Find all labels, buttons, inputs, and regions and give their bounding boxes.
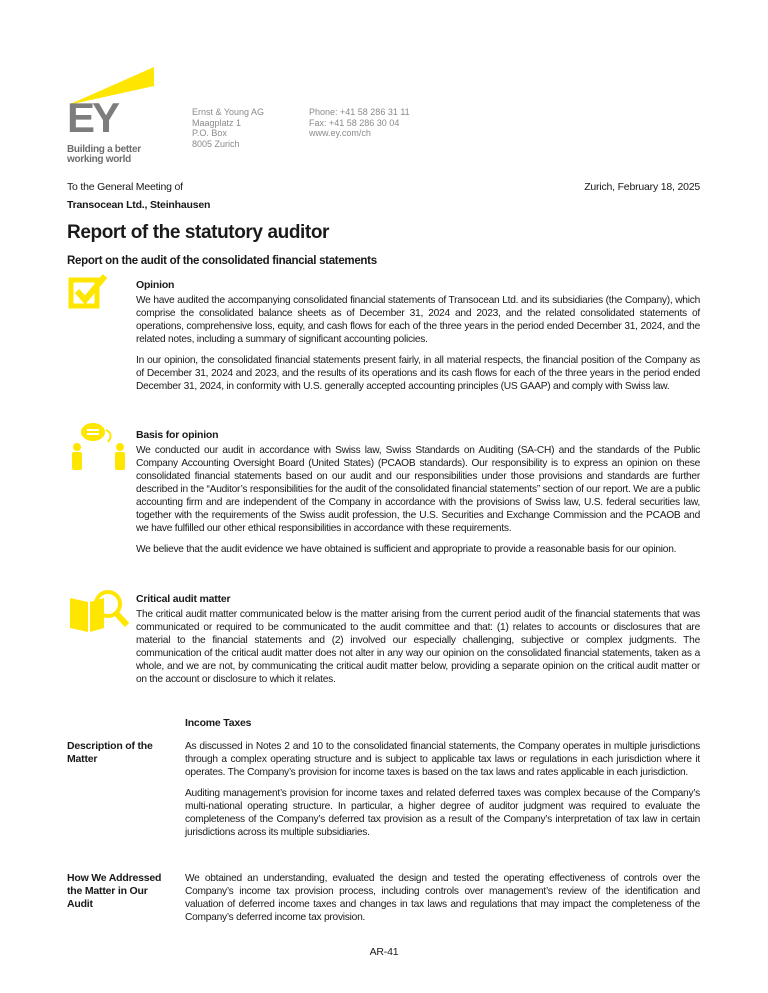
opinion-paragraph: In our opinion, the consolidated financial statements present fairly, in all material respects, the financial position of the Company as of December 31, 2024 and 2023, and the results of its operations and its cash flows for each of the three years in the period ended December 31, 2024, in conformity with U.S. generally accepted accounting principles (US GAAP) and comply with Swiss law. [136, 355, 700, 392]
basis-section [136, 429, 700, 556]
matter-title: Income Taxes [185, 717, 252, 729]
addressed-body [185, 872, 700, 924]
section-subtitle: Report on the audit of the consolidated financial statements [67, 255, 377, 267]
address-line: P.O. Box [192, 128, 227, 138]
opinion-paragraph: We have audited the accompanying consolidated financial statements of Transocean Ltd. and its subsidiaries (the Company), which comprise the consolidated balance sheets as of December 31, 2024 and 2023, and the related consolidated statements of operations, comprehensive loss, equity, and cash flows for each of the three years in the period ended December 31, 2024, and the related notes, including a summary of significant accounting policies. [136, 295, 700, 345]
basis-paragraph: We conducted our audit in accordance with Swiss law, Swiss Standards on Auditing (SA-CH) and the standards of the Public Company Accounting Oversight Board (United States) (PCAOB standards). Our responsibility is to express an opinion on these consolidated financial statements based on our audit and our responsibilities under those provisions and standards are further described in the “Auditor’s responsibilities for the audit of the consolidated financial statements” section of our report. We are a public accounting firm and are independent of the Company in accordance with the provisions of Swiss law, U.S. federal securities law, together with the requirements of the Swiss audit profession, the U.S. Securities and Exchange Commission and the PCAOB and we have fulfilled our other ethical responsibilities in accordance with these requirements. [136, 445, 700, 534]
address-line: Maagplatz 1 [192, 117, 242, 128]
address-line: 8005 Zurich [192, 138, 240, 149]
cam-section [136, 593, 700, 686]
ey-logo [67, 67, 157, 167]
logo-tagline-1: Building a better [67, 144, 141, 155]
addressed-paragraph: We obtained an understanding, evaluated the design and tested the operating effectiveness of controls over the Company’s income tax provision process, including controls over management’s review of the identification and valuation of deferred income taxes and changes in tax laws and regulations that may impact the completeness of the Company’s deferred income tax provision. [185, 873, 700, 923]
recipient-line-2: Transocean Ltd., Steinhausen [67, 199, 211, 211]
report-date: Zurich, February 18, 2025 [584, 181, 700, 193]
checkbox-icon [68, 274, 108, 310]
discussion-icon [68, 420, 128, 470]
company-address [192, 107, 264, 149]
page-number: AR-41 [369, 946, 399, 958]
logo-tagline-2: working world [67, 154, 131, 165]
opinion-section [136, 279, 700, 393]
address-line: Ernst & Young AG [192, 107, 265, 117]
description-paragraph: As discussed in Notes 2 and 10 to the consolidated financial statements, the Company operates in multiple jurisdictions through a complex operating structure and is subject to applicable tax laws or regulations in each jurisdiction where it operates. The Company’s provision for income taxes is based on the tax laws and rates applicable in each jurisdiction. [185, 741, 700, 778]
description-paragraph: Auditing management’s provision for income taxes and related deferred taxes was complex because of the Company’s multi-national operating structure. In particular, a higher degree of auditor judgment was required to evaluate the completeness of the Company’s deferred tax provision as a result of the Company’s interpretation of tax law in certain jurisdictions across its multiple subsidiaries. [185, 788, 700, 838]
basis-paragraph: We believe that the audit evidence we have obtained is sufficient and appropriate to provide a reasonable basis for our opinion. [136, 544, 677, 555]
ey-logo-letters: EY [67, 94, 118, 141]
page-title: Report of the statutory auditor [67, 222, 330, 243]
description-label: Description of the Matter [67, 740, 153, 765]
addressed-label: How We Addressed the Matter in Our Audit [67, 872, 162, 910]
description-body [185, 740, 700, 839]
cam-paragraph: The critical audit matter communicated below is the matter arising from the current period audit of the financial statements that was communicated or required to be communicated to the audit committee and that: (1) relates to accounts or disclosures that are material to the financial statements and (2) involved our especially challenging, subjective or complex judgments. The communication of the critical audit matter does not alter in any way our opinion on the consolidated financial statements, taken as a whole, and we are not, by communicating the critical audit matter below, providing a separate opinion on the critical audit matter or on the account or disclosure to which it relates. [136, 609, 700, 685]
cam-heading: Critical audit matter [136, 593, 231, 605]
basis-heading: Basis for opinion [136, 429, 219, 441]
recipient-line-1: To the General Meeting of [67, 181, 183, 193]
phone: Phone: +41 58 286 31 11 [309, 107, 410, 117]
fax: Fax: +41 58 286 30 04 [309, 117, 400, 128]
website-link[interactable]: www.ey.com/ch [309, 128, 371, 138]
opinion-heading: Opinion [136, 279, 175, 291]
company-contact [309, 107, 410, 139]
book-magnifier-icon [68, 588, 130, 634]
